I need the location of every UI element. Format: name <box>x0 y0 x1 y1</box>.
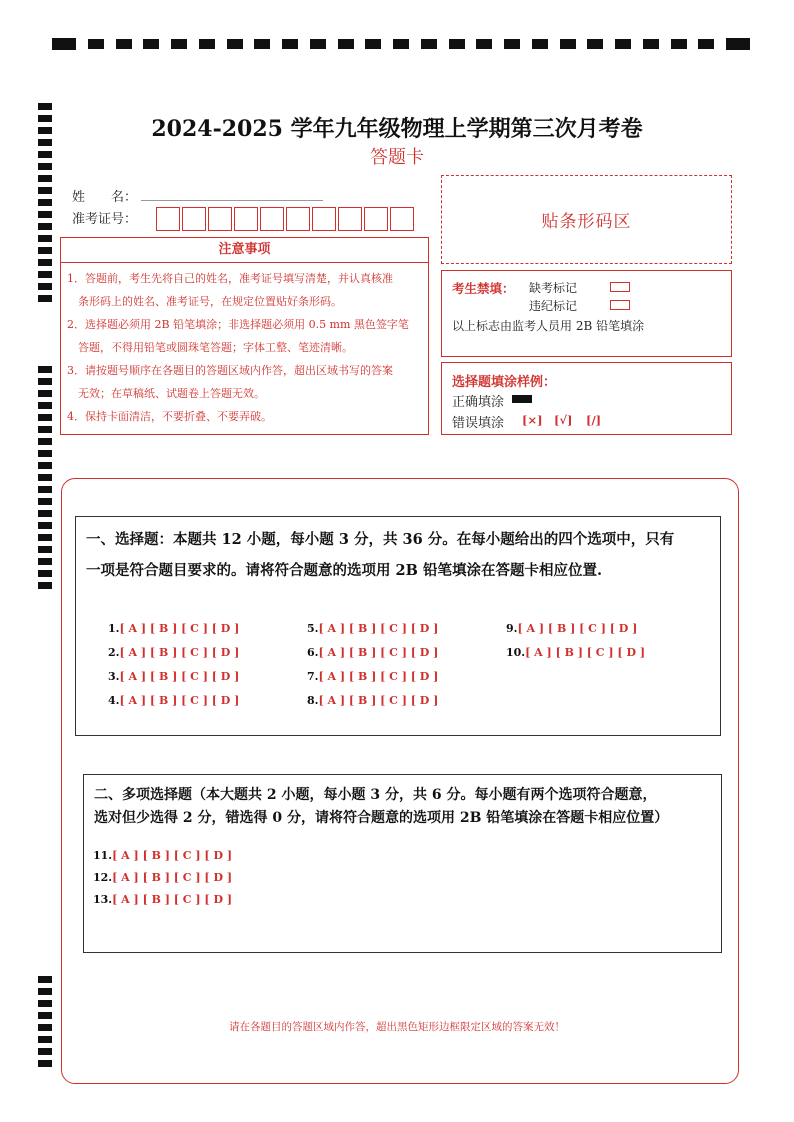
timing-mark <box>38 259 52 266</box>
notice-item: 4．保持卡面清洁，不要折叠、不要弄破。 <box>67 410 272 423</box>
timing-mark <box>254 39 270 49</box>
timing-mark <box>421 39 437 49</box>
question-row-13[interactable] <box>93 893 232 906</box>
timing-mark <box>38 486 52 493</box>
timing-mark <box>532 39 548 49</box>
timing-mark <box>38 1048 52 1055</box>
timing-mark <box>38 534 52 541</box>
question-number: 8. <box>307 694 319 707</box>
notice-item: 1．答题前，考生先将自己的姓名，准考证号填写清楚，并认真核准 <box>67 272 393 285</box>
timing-mark <box>38 1012 52 1019</box>
timing-mark <box>643 39 659 49</box>
timing-mark <box>88 39 104 49</box>
answer-options[interactable]: [ A ] [ B ] [ C ] [ D ] <box>119 694 240 707</box>
proctor-note: 以上标志由监考人员用 2B 铅笔填涂 <box>452 319 645 333</box>
left-timing-marks-middle <box>38 366 52 594</box>
question-row-12[interactable] <box>93 871 232 884</box>
exam-id-digit-box[interactable] <box>234 207 258 231</box>
timing-mark <box>38 570 52 577</box>
top-timing-marks <box>52 38 750 50</box>
timing-mark <box>365 39 381 49</box>
timing-mark <box>38 366 52 373</box>
exam-id-digit-box[interactable] <box>182 207 206 231</box>
question-number: 6. <box>307 646 319 659</box>
timing-mark <box>38 295 52 302</box>
section1-instruction-line2: 一项是符合题目要求的。请将符合题意的选项用 2B 铅笔填涂在答题卡相应位置. <box>86 562 602 579</box>
timing-mark <box>38 1000 52 1007</box>
proctor-mark-box <box>441 270 732 357</box>
question-number: 3. <box>108 670 120 683</box>
absent-checkbox[interactable] <box>610 282 630 292</box>
section-single-choice <box>75 516 721 736</box>
answer-options[interactable]: [ A ] [ B ] [ C ] [ D ] <box>119 670 240 683</box>
question-number: 1. <box>108 622 120 635</box>
section1-instruction-line1: 一、选择题：本题共 12 小题，每小题 3 分，共 36 分。在每小题给出的四个选项中，只有 <box>86 531 675 548</box>
notice-list <box>61 263 428 428</box>
timing-mark <box>227 39 243 49</box>
notice-item: 条形码上的姓名、准考证号，在规定位置贴好条形码。 <box>67 295 342 308</box>
exam-id-digit-box[interactable] <box>364 207 388 231</box>
timing-mark <box>476 39 492 49</box>
answer-options[interactable]: [ A ] [ B ] [ C ] [ D ] <box>318 646 439 659</box>
question-row-3[interactable] <box>108 670 239 683</box>
exam-id-digit-box[interactable] <box>260 207 284 231</box>
exam-id-digit-box[interactable] <box>390 207 414 231</box>
question-number: 13. <box>93 893 113 906</box>
timing-mark <box>38 283 52 290</box>
timing-mark <box>338 39 354 49</box>
violation-checkbox[interactable] <box>610 300 630 310</box>
timing-mark <box>726 38 750 50</box>
exam-id-digit-box[interactable] <box>208 207 232 231</box>
timing-mark <box>199 39 215 49</box>
answer-options[interactable]: [ A ] [ B ] [ C ] [ D ] <box>318 670 439 683</box>
barcode-area <box>441 175 732 264</box>
timing-mark <box>615 39 631 49</box>
timing-mark <box>38 582 52 589</box>
page-title: 2024-2025 学年九年级物理上学期第三次月考卷 <box>151 116 643 142</box>
notice-item: 3．请按题号顺序在各题目的答题区域内作答，超出区域书写的答案 <box>67 364 393 377</box>
timing-mark <box>38 438 52 445</box>
sample-title: 选择题填涂样例： <box>452 375 557 390</box>
timing-mark <box>504 39 520 49</box>
timing-mark <box>671 39 687 49</box>
exam-id-boxes[interactable] <box>156 207 416 231</box>
timing-mark <box>38 988 52 995</box>
footer-warning: 请在各题目的答题区域内作答，超出黑色矩形边框限定区域的答案无效！ <box>229 1021 565 1033</box>
timing-mark <box>38 474 52 481</box>
timing-mark <box>282 39 298 49</box>
question-row-4[interactable] <box>108 694 239 707</box>
violation-label: 违纪标记 <box>529 299 578 313</box>
timing-mark <box>38 175 52 182</box>
section2-instruction-line2: 选对但少选得 2 分，错选得 0 分，请将符合题意的选项用 2B 铅笔填涂在答题卡相应位置） <box>94 810 669 826</box>
answer-options[interactable]: [ A ] [ B ] [ C ] [ D ] <box>119 622 240 635</box>
timing-mark <box>310 39 326 49</box>
wrong-fill-label: 错误填涂 <box>452 416 505 431</box>
name-label: 姓 名： <box>72 190 138 205</box>
timing-mark <box>38 450 52 457</box>
correct-fill-label: 正确填涂 <box>452 395 505 410</box>
notice-box <box>60 237 429 435</box>
exam-id-digit-box[interactable] <box>286 207 310 231</box>
question-number: 11. <box>93 849 113 862</box>
timing-mark <box>38 462 52 469</box>
exam-id-digit-box[interactable] <box>338 207 362 231</box>
name-field[interactable] <box>141 200 323 201</box>
question-number: 2. <box>108 646 120 659</box>
timing-mark <box>560 39 576 49</box>
question-row-6[interactable] <box>307 646 438 659</box>
notice-item: 2．选择题必须用 2B 铅笔填涂；非选择题必须用 0.5 mm 黑色签字笔 <box>67 318 409 331</box>
question-row-7[interactable] <box>307 670 438 683</box>
question-row-8[interactable] <box>307 694 438 707</box>
timing-mark <box>38 199 52 206</box>
timing-mark <box>38 402 52 409</box>
timing-mark <box>143 39 159 49</box>
answer-options[interactable]: [ A ] [ B ] [ C ] [ D ] <box>112 871 233 884</box>
question-number: 4. <box>108 694 120 707</box>
exam-id-digit-box[interactable] <box>312 207 336 231</box>
wrong-mark-slash: [/] <box>586 413 602 427</box>
answer-options[interactable]: [ A ] [ B ] [ C ] [ D ] <box>318 694 439 707</box>
answer-options[interactable]: [ A ] [ B ] [ C ] [ D ] <box>119 646 240 659</box>
exam-id-label: 准考证号： <box>72 212 138 227</box>
question-number: 7. <box>307 670 319 683</box>
absent-label: 缺考标记 <box>529 281 578 295</box>
timing-mark <box>38 498 52 505</box>
question-row-1[interactable] <box>108 622 239 635</box>
timing-mark <box>38 390 52 397</box>
notice-heading: 注意事项 <box>61 238 428 263</box>
timing-mark <box>38 426 52 433</box>
timing-mark <box>38 558 52 565</box>
answer-options[interactable]: [ A ] [ B ] [ C ] [ D ] <box>112 893 233 906</box>
answer-options[interactable]: [ A ] [ B ] [ C ] [ D ] <box>112 849 233 862</box>
timing-mark <box>393 39 409 49</box>
timing-mark <box>38 378 52 385</box>
page-subtitle: 答题卡 <box>370 147 424 168</box>
question-row-11[interactable] <box>93 849 232 862</box>
timing-mark <box>698 39 714 49</box>
timing-mark <box>38 976 52 983</box>
timing-mark <box>38 211 52 218</box>
timing-mark <box>38 522 52 529</box>
timing-mark <box>449 39 465 49</box>
section2-instruction-line1: 二、多项选择题（本大题共 2 小题，每小题 3 分，共 6 分。每小题有两个选项符合题意， <box>94 787 657 803</box>
answer-options[interactable]: [ A ] [ B ] [ C ] [ D ] <box>318 622 439 635</box>
question-number: 5. <box>307 622 319 635</box>
timing-mark <box>38 271 52 278</box>
question-number: 12. <box>93 871 113 884</box>
timing-mark <box>171 39 187 49</box>
timing-mark <box>38 1060 52 1067</box>
timing-mark <box>38 235 52 242</box>
fill-sample-box <box>441 362 732 435</box>
timing-mark <box>116 39 132 49</box>
question-row-2[interactable] <box>108 646 239 659</box>
proctor-label: 考生禁填： <box>452 281 515 296</box>
wrong-mark-check: [√] <box>554 413 573 427</box>
question-number: 9. <box>506 622 518 635</box>
question-number: 10. <box>506 646 526 659</box>
correct-fill-mark <box>512 395 532 403</box>
timing-mark <box>587 39 603 49</box>
answer-options[interactable]: [ A ] [ B ] [ C ] [ D ] <box>525 646 646 659</box>
exam-id-digit-box[interactable] <box>156 207 180 231</box>
timing-mark <box>38 1036 52 1043</box>
timing-mark <box>38 414 52 421</box>
timing-mark <box>52 38 76 50</box>
question-row-9[interactable] <box>506 622 637 635</box>
barcode-label: 贴条形码区 <box>541 212 632 232</box>
timing-mark <box>38 187 52 194</box>
notice-item: 答题，不得用铅笔或圆珠笔答题；字体工整、笔迹清晰。 <box>67 341 353 354</box>
section-multiple-choice <box>83 774 722 953</box>
timing-mark <box>38 223 52 230</box>
question-row-10[interactable] <box>506 646 645 659</box>
notice-item: 无效；在草稿纸、试题卷上答题无效。 <box>67 387 265 400</box>
question-row-5[interactable] <box>307 622 438 635</box>
timing-mark <box>38 247 52 254</box>
wrong-mark-cross: [×] <box>522 413 543 427</box>
answer-options[interactable]: [ A ] [ B ] [ C ] [ D ] <box>517 622 638 635</box>
timing-mark <box>38 546 52 553</box>
timing-mark <box>38 510 52 517</box>
timing-mark <box>38 103 52 110</box>
